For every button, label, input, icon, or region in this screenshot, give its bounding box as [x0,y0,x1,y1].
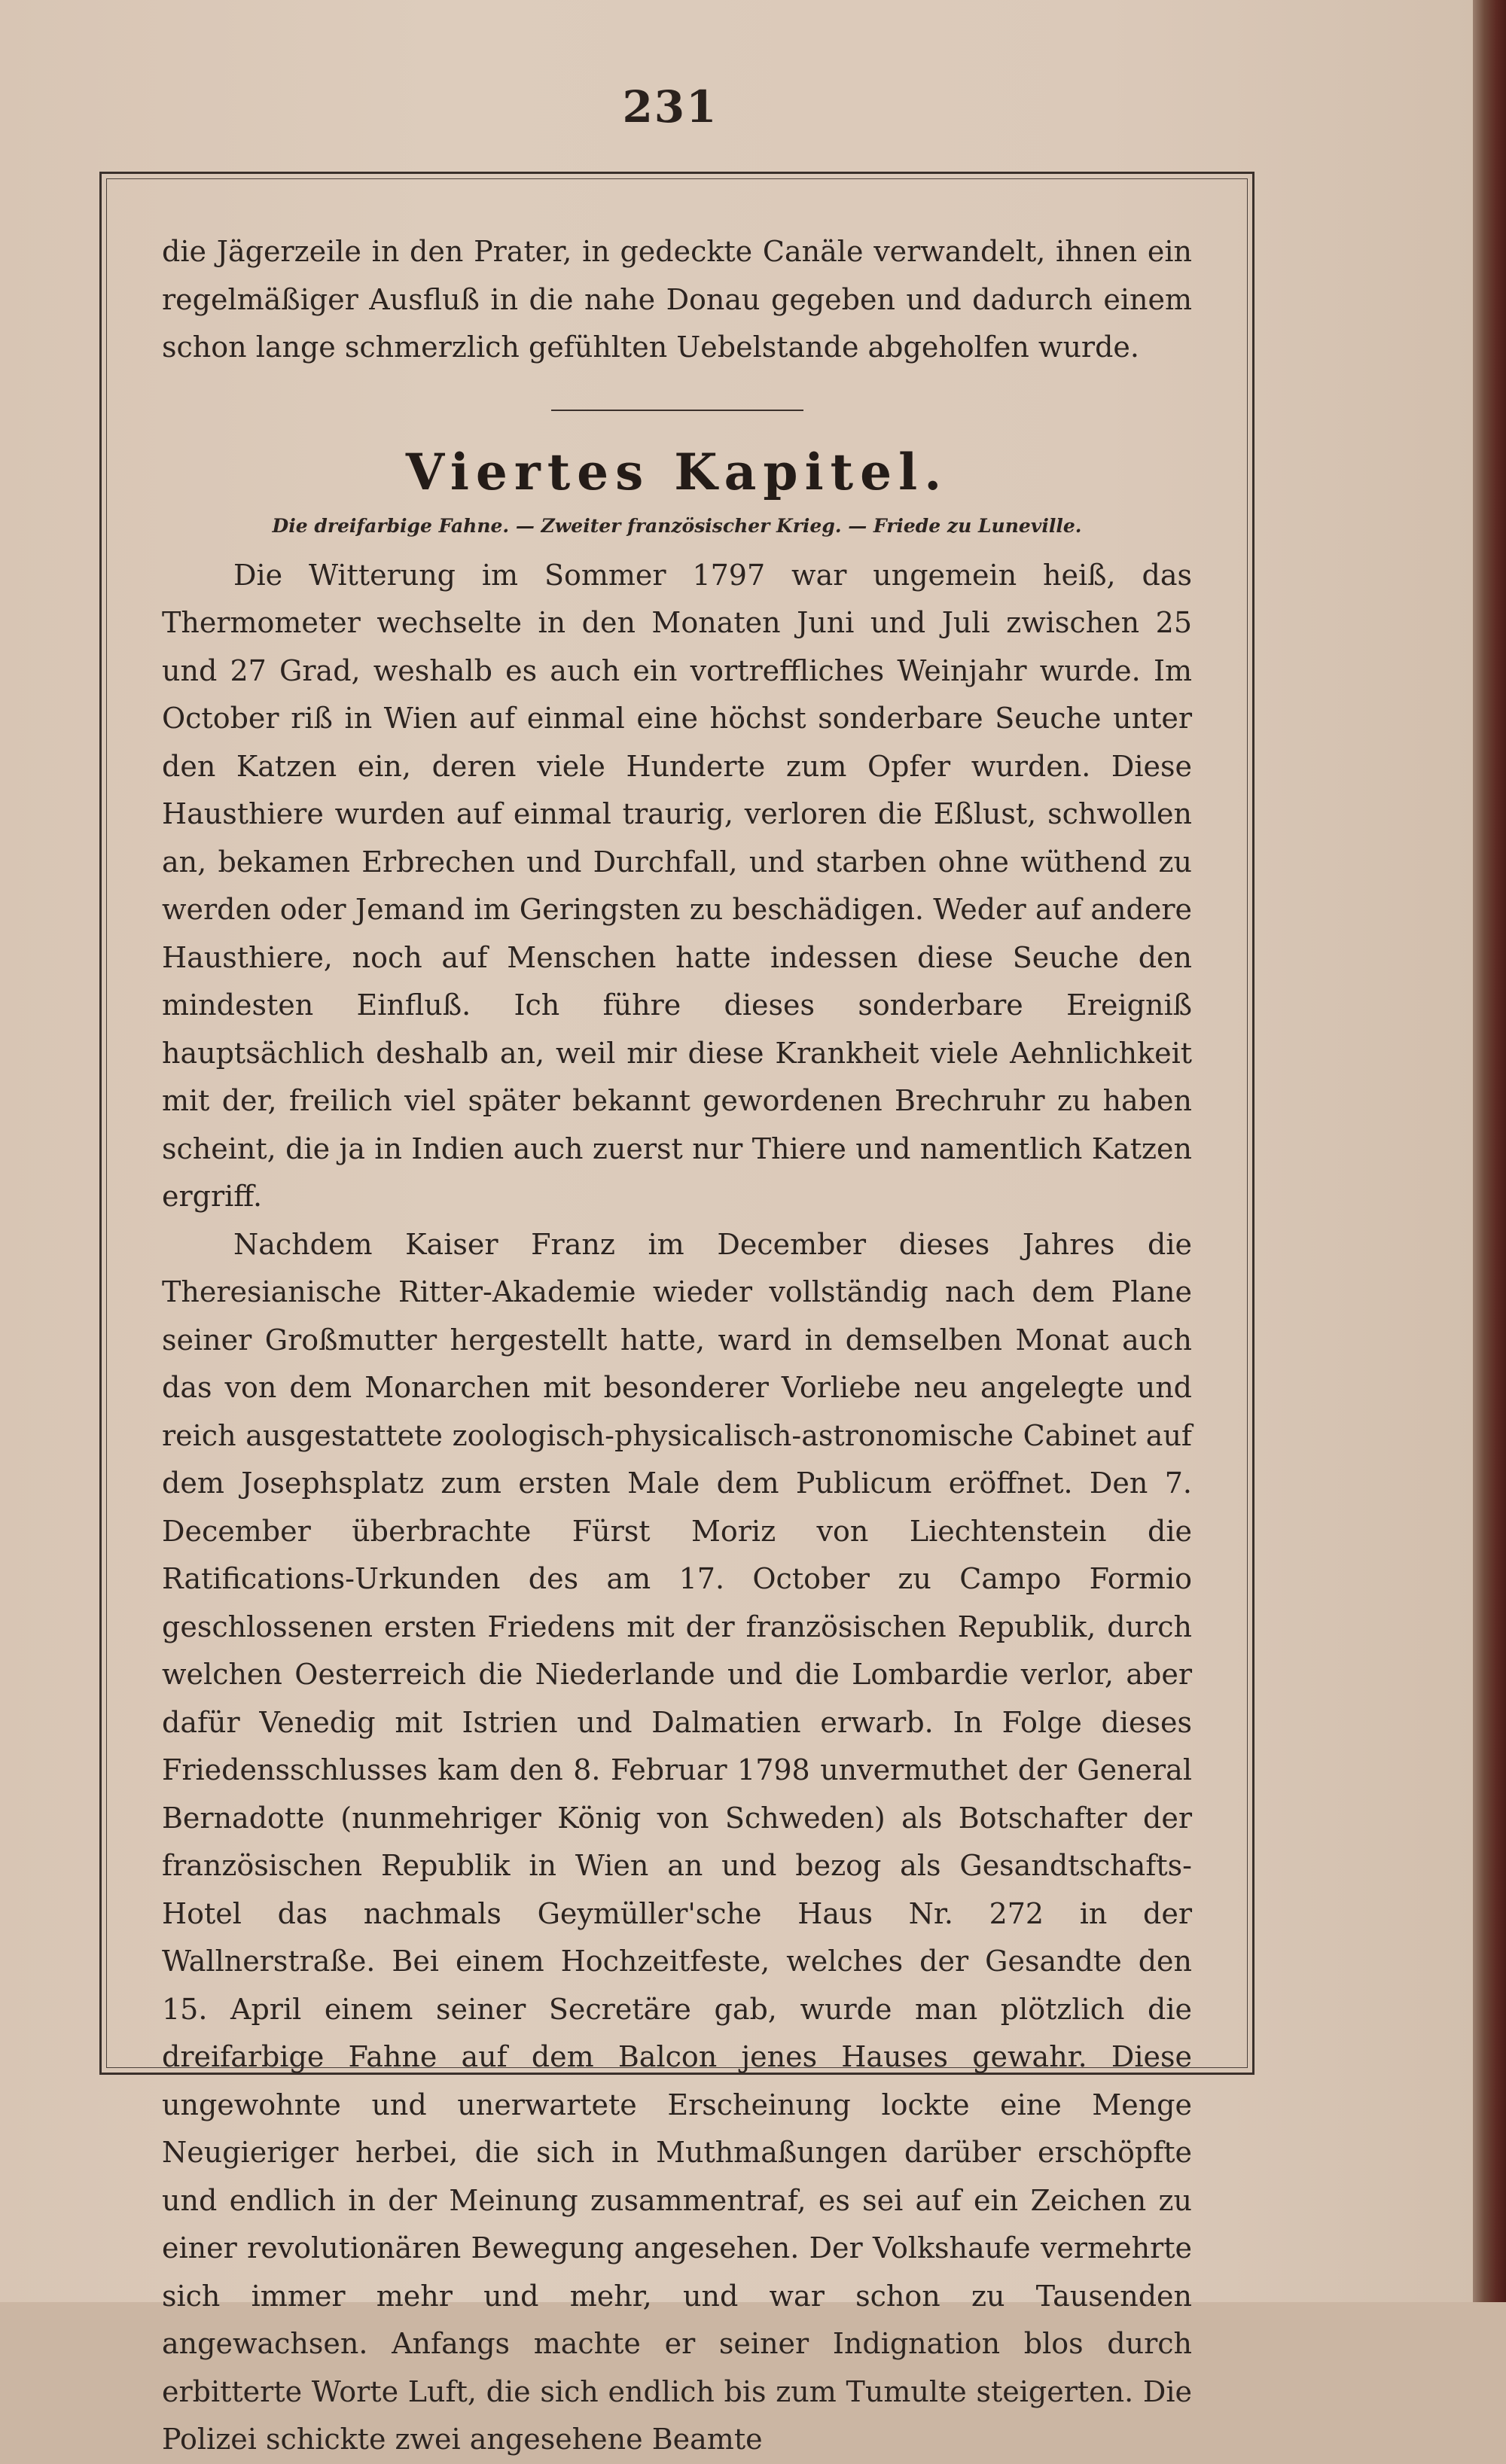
paragraph-1: Die Witterung im Sommer 1797 war ungemein heiß, das Thermometer wechselte in den Monaten Juni und Juli zwischen 25 und 27 Grad, weshalb es auch ein vortreffliches Weinjahr wurde. Im October riß in Wien auf einmal eine höchst sonderbare Seuche unter den Katzen ein, deren viele Hunderte zum Opfer wurden. Diese Hausthiere wurden auf einmal traurig, verloren die Eßlust, schwollen an, bekamen Erbrechen und Durchfall, und starben ohne wüthend zu werden oder Jemand im Geringsten zu beschädigen. Weder auf andere Hausthiere, noch auf Menschen hatte indessen diese Seuche den mindesten Einfluß. Ich führe dieses sonderbare Ereigniß hauptsächlich deshalb an, weil mir diese Krankheit viele Aehnlichkeit mit der, freilich viel später bekannt gewordenen Brechruhr zu haben scheint, die ja in Indien auch zuerst nur Thiere und namentlich Katzen ergriff. [162,558,1192,1213]
text-frame [99,172,1254,2456]
intro-paragraph: die Jägerzeile in den Prater, in gedeckte Canäle verwandelt, ihnen ein regelmäßiger Ausfluß in die nahe Donau gegeben und dadurch einem schon lange schmerzlich gefühlten Uebelstande abgeholfen wurde. [162,235,1192,364]
section-divider [551,410,803,411]
book-spine-edge [1473,0,1506,2302]
chapter-subtitle: Die dreifarbige Fahne. — Zweiter französischer Krieg. — Friede zu Luneville. [272,514,1082,537]
page-content [162,228,1192,2464]
page-number: 231 [622,81,718,132]
chapter-title: Viertes Kapitel. [405,442,949,501]
paragraph-2: Nachdem Kaiser Franz im December dieses Jahres die Theresianische Ritter-Akademie wieder vollständig nach dem Plane seiner Großmutter hergestellt hatte, ward in demselben Monat auch das von dem Monarchen mit besonderer Vorliebe neu angelegte und reich ausgestattete zoologisch-physicalisch-astronomische Cabinet auf dem Josephsplatz zum ersten Male dem Publicum eröffnet. Den 7. December überbrachte Fürst Moriz von Liechtenstein die Ratifications-Urkunden des am 17. October zu Campo Formio geschlossenen ersten Friedens mit der französischen Republik, durch welchen Oesterreich die Niederlande und die Lombardie verlor, aber dafür Venedig mit Istrien und Dalmatien erwarb. In Folge dieses Friedensschlusses kam den 8. Februar 1798 unvermuthet der General Bernadotte (nunmehriger König von Schweden) als Botschafter der französischen Republik in Wien an und bezog als Gesandtschafts-Hotel das nachmals Geymüller'sche Haus Nr. 272 in der Wallnerstraße. Bei einem Hochzeitfeste, welches der Gesandte den 15. April einem seiner Secretäre gab, wurde man plötzlich die dreifarbige Fahne auf dem Balcon jenes Hauses gewahr. Diese ungewohnte und unerwartete Erscheinung lockte eine Menge Neugieriger herbei, die sich in Muthmaßungen darüber erschöpfte und endlich in der Meinung zusammentraf, es sei auf ein Zeichen zu einer revolutionären Bewegung angesehen. Der Volkshaufe vermehrte sich immer mehr und mehr, und war schon zu Tausenden angewachsen. Anfangs machte er seiner Indignation blos durch erbitterte Worte Luft, die sich endlich bis zum Tumulte steigerten. Die Polizei schickte zwei angesehene Beamte [162,1227,1192,2456]
